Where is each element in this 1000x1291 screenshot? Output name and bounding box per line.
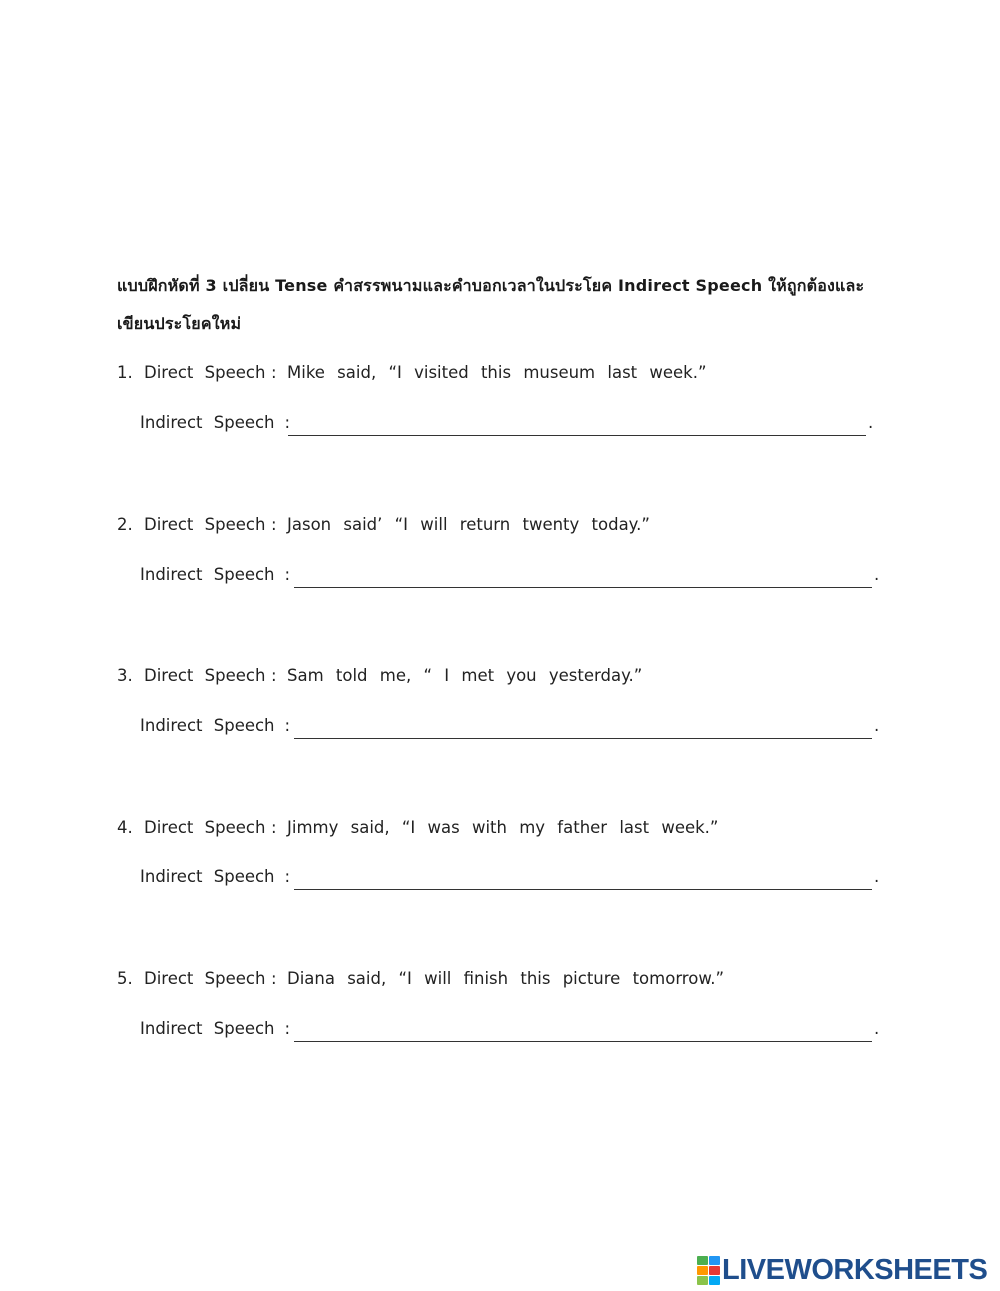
answer-5 (140, 1019, 880, 1038)
answer-period: . (874, 716, 880, 735)
logo-block (709, 1256, 720, 1265)
answer-1 (140, 413, 874, 432)
answer-blank-1[interactable] (288, 435, 866, 436)
logo-block (697, 1276, 708, 1285)
answer-period: . (874, 867, 880, 886)
instructions-line-2: เขียนประโยคใหม่ (117, 314, 242, 333)
logo-block (697, 1256, 708, 1265)
answer-blank-3[interactable] (294, 738, 872, 739)
answer-3 (140, 716, 880, 735)
question-4 (117, 818, 718, 837)
logo-block (709, 1266, 720, 1275)
question-2 (117, 515, 650, 534)
direct-speech-text: Jason said’ “I will return twenty today.” (287, 515, 650, 534)
liveworksheets-logo-icon (697, 1256, 719, 1284)
logo-wordmark: LIVEWORKSHEETS (722, 1253, 988, 1286)
colon: : (271, 969, 277, 988)
direct-speech-label: 4. Direct Speech (117, 818, 266, 837)
direct-speech-text: Diana said, “I will finish this picture tomorrow.” (287, 969, 725, 988)
direct-speech-label: 5. Direct Speech (117, 969, 266, 988)
colon: : (284, 867, 291, 886)
direct-speech-text: Mike said, “I visited this museum last week.” (287, 363, 707, 382)
colon: : (271, 818, 277, 837)
answer-period: . (868, 413, 874, 432)
indirect-speech-label: Indirect Speech (140, 867, 275, 886)
logo-block (709, 1276, 720, 1285)
answer-blank-5[interactable] (294, 1041, 872, 1042)
colon: : (284, 1019, 291, 1038)
colon: : (271, 666, 277, 685)
indirect-speech-label: Indirect Speech (140, 413, 275, 432)
instructions-line-1: แบบฝึกหัดที่ 3 เปลี่ยน Tense คำสรรพนามและคำบอกเวลาในประโยค Indirect Speech ให้ถูกต้องและ (117, 276, 865, 295)
question-3 (117, 666, 642, 685)
question-1 (117, 363, 707, 382)
answer-period: . (874, 565, 880, 584)
answer-4 (140, 867, 880, 886)
colon: : (271, 515, 277, 534)
answer-2 (140, 565, 880, 584)
direct-speech-label: 1. Direct Speech (117, 363, 266, 382)
question-5 (117, 969, 724, 988)
direct-speech-text: Sam told me, “ I met you yesterday.” (287, 666, 643, 685)
colon: : (284, 413, 291, 432)
indirect-speech-label: Indirect Speech (140, 716, 275, 735)
answer-blank-4[interactable] (294, 889, 872, 890)
indirect-speech-label: Indirect Speech (140, 565, 275, 584)
answer-period: . (874, 1019, 880, 1038)
colon: : (284, 716, 291, 735)
colon: : (284, 565, 291, 584)
colon: : (271, 363, 277, 382)
indirect-speech-label: Indirect Speech (140, 1019, 275, 1038)
direct-speech-text: Jimmy said, “I was with my father last week.” (287, 818, 719, 837)
liveworksheets-logo (697, 1254, 987, 1286)
answer-blank-2[interactable] (294, 587, 872, 588)
logo-block (697, 1266, 708, 1275)
direct-speech-label: 2. Direct Speech (117, 515, 266, 534)
direct-speech-label: 3. Direct Speech (117, 666, 266, 685)
